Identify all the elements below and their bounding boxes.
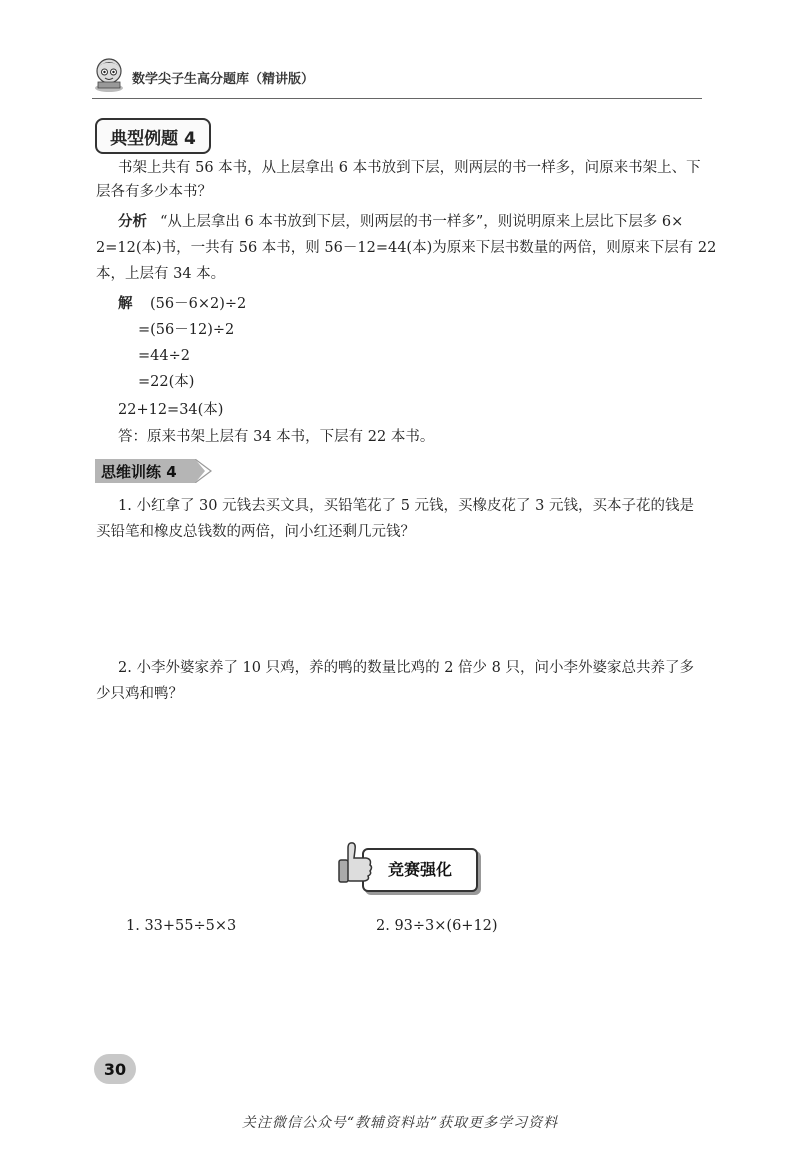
analysis-text-line2: 2=12(本)书，一共有 56 本书，则 56－12=44(本)为原来下层书数量的两倍，则原来下层有 22: [96, 240, 717, 256]
header-divider: [92, 98, 702, 99]
solution-step: =22(本): [138, 374, 195, 390]
training-q1-line2: 买铅笔和橡皮总钱数的两倍，问小红还剩几元钱？: [96, 524, 415, 540]
competition-title: 竞赛强化: [387, 859, 452, 879]
solution-step: =(56－12)÷2: [138, 322, 235, 338]
problem-text-line2: 层各有多少本书？: [96, 184, 212, 200]
training-q1-line1: 1. 小红拿了 30 元钱去买文具，买铅笔花了 5 元钱，买橡皮花了 3 元钱，买本子花的钱是: [118, 498, 694, 514]
answer-text: 答：原来书架上层有 34 本书，下层有 22 本书。: [118, 429, 435, 445]
footer-note: 关注微信公众号“教辅资料站”获取更多学习资料: [241, 1115, 559, 1131]
page-number: 30: [94, 1054, 136, 1084]
training-title: 思维训练 4: [101, 463, 177, 481]
training-q2-line2: 少只鸡和鸭？: [96, 686, 183, 702]
solution-label: 解: [118, 296, 133, 312]
analysis-label: 分析: [118, 214, 147, 230]
analysis-text-line1: “从上层拿出 6 本书放到下层，则两层的书一样多”，则说明原来上层比下层多 6×: [160, 214, 684, 230]
solution-step: (56－6×2)÷2: [150, 296, 247, 312]
solution-step: 22+12=34(本): [118, 402, 224, 418]
training-q2-line1: 2. 小李外婆家养了 10 只鸡，养的鸭的数量比鸡的 2 倍少 8 只，问小李外婆家总共养了多: [118, 660, 694, 676]
page-header: [92, 52, 792, 102]
tag-arrow-icon: [195, 459, 213, 483]
example-title: 典型例题 4: [95, 118, 211, 154]
analysis-text-line3: 本，上层有 34 本。: [96, 266, 226, 282]
book-title: 数学尖子生高分题库（精讲版）: [132, 72, 315, 87]
mascot-icon: [92, 56, 126, 92]
competition-heading: [336, 838, 476, 892]
competition-q2: 2. 93÷3×(6+12): [376, 918, 498, 934]
solution-step: =44÷2: [138, 348, 190, 364]
training-tag: [95, 459, 213, 483]
competition-q1: 1. 33+55÷5×3: [126, 918, 237, 934]
problem-text-line1: 书架上共有 56 本书，从上层拿出 6 本书放到下层，则两层的书一样多，问原来书架上、下: [118, 160, 701, 176]
